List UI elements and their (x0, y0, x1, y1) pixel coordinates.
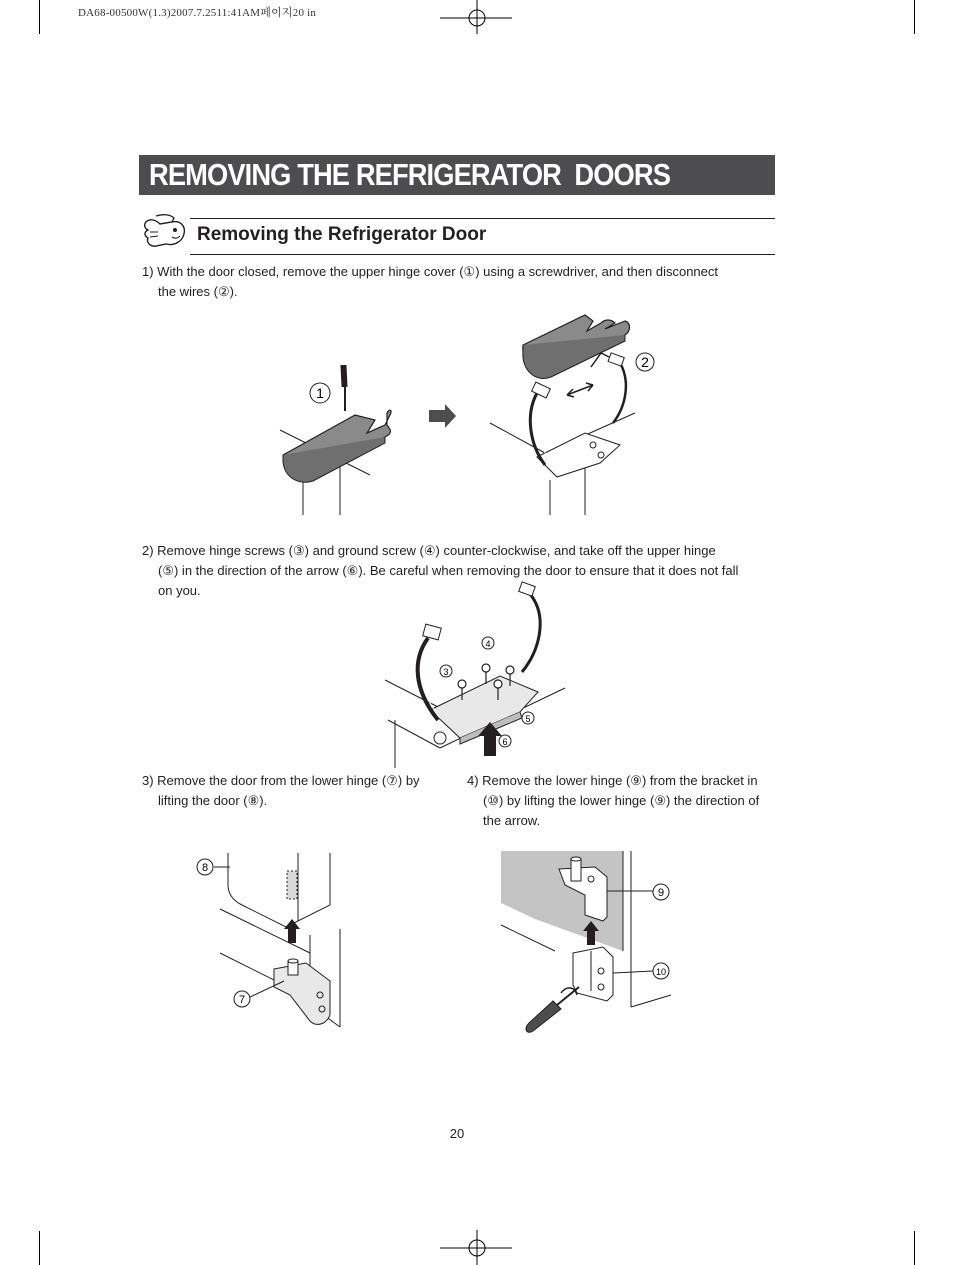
callout-6: 6 (502, 737, 508, 747)
subtitle-rule-top (190, 218, 775, 219)
mascot-hand-icon (142, 212, 188, 252)
registration-mark-top (440, 0, 520, 36)
step-2-line-2: (⑤) in the direction of the arrow (⑥). Be careful when removing the door to ensure that it does not fall (158, 563, 739, 578)
registration-mark-bottom (440, 1230, 520, 1265)
title-bar (139, 155, 775, 195)
step-3-text (142, 771, 452, 811)
callout-3: 3 (443, 667, 449, 677)
figure-lower-hinge-bracket (495, 845, 680, 1040)
step-4-text (467, 771, 787, 831)
step-3-line-1: 3) Remove the door from the lower hinge (⑦) by (142, 773, 420, 788)
figure-upper-hinge-removal (380, 580, 570, 770)
figure-hinge-cover-removal (275, 305, 655, 520)
page-title: REMOVING THE REFRIGERATOR DOORS (149, 157, 671, 192)
step-2-line-3: on you. (158, 583, 201, 598)
subtitle-rule-bottom (190, 254, 775, 255)
step-4-line-1: 4) Remove the lower hinge (⑨) from the bracket in (467, 773, 758, 788)
page-number: 20 (449, 1126, 465, 1141)
section-subtitle: Removing the Refrigerator Door (197, 224, 487, 245)
callout-9: 9 (657, 887, 665, 899)
step-4-line-2: (⑩) by lifting the lower hinge (⑨) the direction of (483, 793, 760, 808)
callout-2: 2 (641, 354, 649, 370)
callout-10: 10 (655, 967, 667, 977)
callout-4: 4 (485, 639, 491, 649)
callout-7: 7 (238, 994, 246, 1006)
callout-5: 5 (525, 714, 531, 724)
step-3-line-2: lifting the door (⑧). (158, 793, 268, 808)
step-1-text (142, 262, 782, 302)
step-4-line-3: the arrow. (483, 813, 541, 828)
callout-8: 8 (201, 862, 209, 874)
print-header: DA68-00500W(1.3)2007.7.2511:41AM페이지20 in (78, 7, 317, 19)
figure-door-lower-hinge (190, 845, 380, 1035)
step-2-line-1: 2) Remove hinge screws (③) and ground screw (④) counter-clockwise, and take off the upper hinge (142, 543, 716, 558)
step-1-line-2: the wires (②). (158, 284, 238, 299)
step-1-line-1: 1) With the door closed, remove the upper hinge cover (①) using a screwdriver, and then disconnect (142, 264, 719, 279)
callout-1: 1 (316, 385, 324, 401)
